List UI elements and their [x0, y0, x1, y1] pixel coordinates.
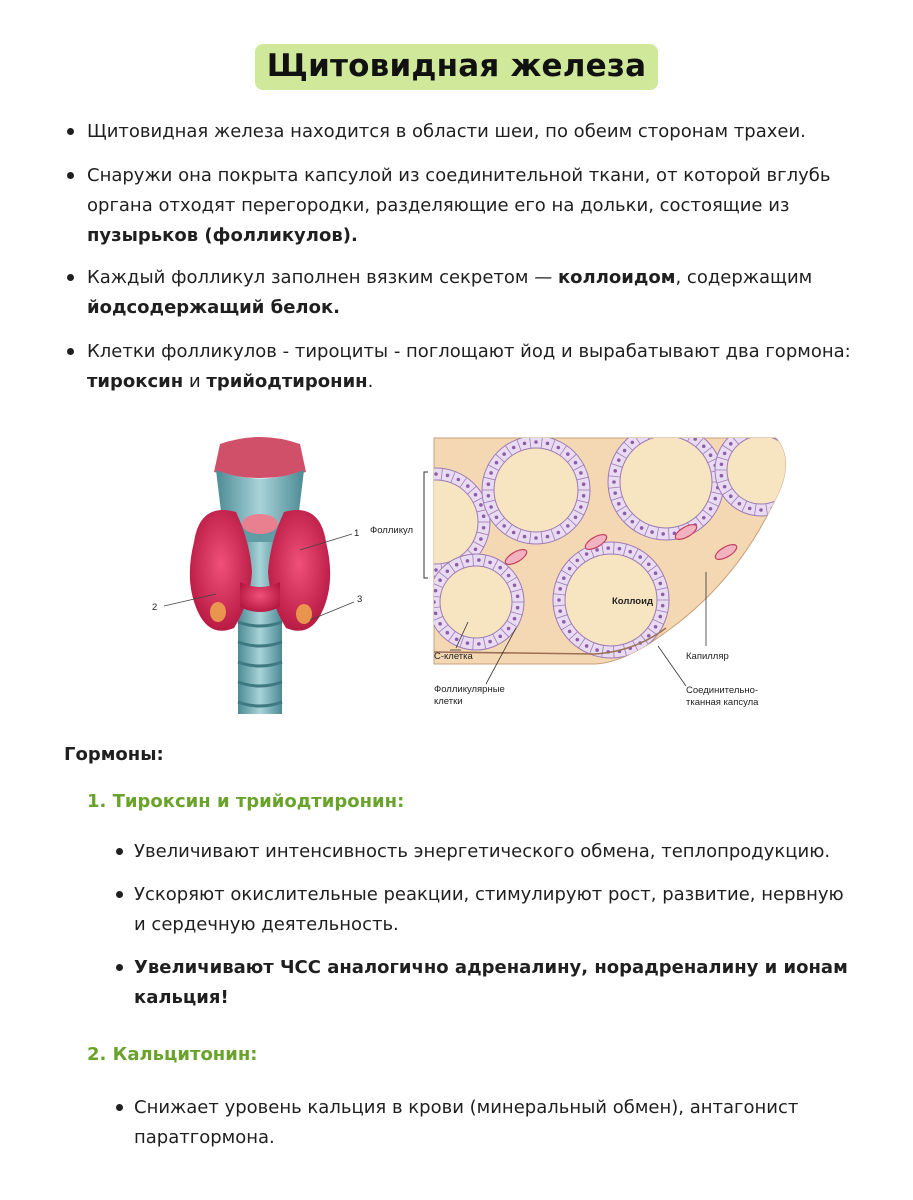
- follicle-cell-nucleus: [709, 453, 713, 457]
- label-colloid: Коллоид: [612, 596, 653, 607]
- bullet-4-line-1: Клетки фолликулов - тироциты - поглощают йод и вырабатывают два гормона:: [87, 341, 851, 362]
- hormones-heading: Гормоны:: [64, 744, 164, 765]
- follicle-cell-nucleus: [628, 550, 632, 554]
- follicle-cell-border: [775, 432, 780, 439]
- follicle-cell-nucleus: [650, 432, 654, 434]
- thyroid-label-1: 1: [354, 528, 360, 539]
- follicle-cell-nucleus: [516, 594, 520, 598]
- follicle-cell-border: [794, 480, 796, 483]
- section-1-item-2-line-2: и сердечную деятельность.: [134, 914, 399, 935]
- follicle-cell-nucleus: [654, 571, 658, 575]
- follicle-cell-nucleus: [683, 432, 687, 435]
- follicle-cell-nucleus: [566, 452, 570, 456]
- thyroid-label-3: 3: [357, 594, 363, 605]
- follicle-cell-nucleus: [585, 644, 589, 648]
- follicle-cell-nucleus: [579, 471, 583, 475]
- follicle-cell-nucleus: [658, 582, 662, 586]
- follicle-cell-nucleus: [661, 604, 665, 608]
- follicle-cell-nucleus: [582, 482, 586, 486]
- bullet-3-bold-colloid: коллоидом: [557, 267, 676, 288]
- follicle-cell-nucleus: [457, 478, 461, 482]
- follicle-cell-nucleus: [661, 532, 665, 536]
- follicle-cell-border: [783, 435, 791, 444]
- follicle-cell-nucleus: [723, 452, 727, 456]
- follicle-cell-nucleus: [446, 631, 450, 635]
- follicle-cell-nucleus: [402, 556, 406, 560]
- follicle-cell-nucleus: [495, 461, 499, 465]
- follicle-cell-nucleus: [482, 526, 486, 530]
- follicle-cell-nucleus: [498, 635, 502, 639]
- follicle-cell-nucleus: [523, 442, 527, 446]
- follicle-cell-border: [396, 550, 405, 558]
- bullet-4-period: .: [367, 371, 374, 392]
- follicle-cell-nucleus: [595, 648, 599, 652]
- bullet-3: [87, 263, 812, 323]
- follicle-cell-nucleus: [477, 558, 481, 562]
- follicle-cell-nucleus: [477, 642, 481, 646]
- follicle-cell-nucleus: [557, 531, 561, 535]
- follicle-cell-nucleus: [638, 555, 642, 559]
- follicle-cell-nucleus: [613, 469, 617, 473]
- follicle-cell-nucleus: [618, 547, 622, 551]
- follicle-diagram: [366, 432, 796, 722]
- follicle-cell-nucleus: [395, 493, 399, 497]
- page-title: Щитовидная железа: [255, 44, 658, 90]
- follicle-cell-border: [668, 432, 669, 436]
- follicle-cell-nucleus: [738, 502, 742, 506]
- follicle-cell-nucleus: [534, 440, 538, 444]
- follicle-cell-border: [388, 542, 399, 548]
- section-2-heading: 2. Кальцитонин:: [87, 1044, 258, 1065]
- follicle-cell-nucleus: [474, 493, 478, 497]
- follicle-cell-nucleus: [487, 482, 491, 486]
- follicle-cell-nucleus: [432, 600, 436, 604]
- follicle-cell-nucleus: [546, 442, 550, 446]
- bullet-4-bold-thyroxine: тироксин: [87, 371, 184, 392]
- follicle-cell-nucleus: [507, 574, 511, 578]
- section-2-item-1-line-2: паратгормона.: [134, 1127, 275, 1148]
- follicle-cell-nucleus: [623, 449, 627, 453]
- bullet-dot: [67, 172, 74, 179]
- follicle-cell-nucleus: [640, 526, 644, 530]
- follicle-cell-nucleus: [434, 472, 438, 476]
- follicle-cell-nucleus: [729, 442, 733, 446]
- follicle-cell-nucleus: [654, 625, 658, 629]
- follicle-cell-border: [783, 496, 791, 505]
- follicle-cell-nucleus: [446, 570, 450, 574]
- label-capsule-1: Соединительно-: [686, 685, 759, 696]
- follicle-cell-nucleus: [647, 562, 651, 566]
- follicle-cell-nucleus: [502, 452, 506, 456]
- follicle-cell-nucleus: [488, 640, 492, 644]
- follicle-cell-nucleus: [748, 432, 752, 433]
- follicle-cell-nucleus: [502, 524, 506, 528]
- follicle-colloid: [494, 448, 578, 532]
- follicle-cell-nucleus: [720, 463, 724, 467]
- follicle-cell-nucleus: [534, 536, 538, 540]
- follicle-cell-nucleus: [617, 458, 621, 462]
- follicle-cell-nucleus: [612, 480, 616, 484]
- follicle-cell-nucleus: [412, 563, 416, 567]
- follicle-cell-nucleus: [489, 505, 493, 509]
- follicle-cell-border: [775, 501, 780, 512]
- section-1-item-2: [134, 880, 844, 940]
- follicle-cell-nucleus: [512, 531, 516, 535]
- section-1-item-3-line-2: кальция!: [134, 987, 229, 1008]
- follicle-cell-border: [766, 432, 768, 436]
- title-wrap: [0, 44, 913, 90]
- label-follicular-cells-2: клетки: [434, 696, 463, 707]
- bullet-dot: [67, 274, 74, 281]
- follicle-cell-nucleus: [574, 461, 578, 465]
- follicle-cell-nucleus: [395, 547, 399, 551]
- follicle-cell-nucleus: [789, 442, 793, 446]
- follicle-cell-border: [405, 557, 412, 567]
- follicle-cell-nucleus: [702, 444, 706, 448]
- follicle-cell-border: [790, 488, 796, 494]
- follicle-cell-nucleus: [789, 494, 793, 498]
- bullet-dot: [116, 1104, 123, 1111]
- follicle-cell-nucleus: [631, 520, 635, 524]
- follicle-cell-nucleus: [576, 559, 580, 563]
- follicle-colloid: [440, 566, 512, 638]
- follicle-cell-nucleus: [748, 507, 752, 511]
- follicle-cell-nucleus: [523, 535, 527, 539]
- follicle-cell-nucleus: [568, 630, 572, 634]
- section-1-item-2-line-1: Ускоряют окислительные реакции, стимулируют рост, развитие, нервную: [134, 884, 844, 905]
- follicle-cell-nucleus: [479, 503, 483, 507]
- label-capillary: Капилляр: [686, 651, 729, 662]
- section-2-item-1-line-1: Снижает уровень кальция в крови (минеральный обмен), антагонист: [134, 1097, 799, 1118]
- follicle-cell-nucleus: [438, 578, 442, 582]
- bullet-3-text-a: Каждый фолликул заполнен вязким секретом —: [87, 267, 558, 288]
- follicle-cell-nucleus: [702, 516, 706, 520]
- follicle-cell-nucleus: [455, 637, 459, 641]
- follicle-cell-nucleus: [709, 507, 713, 511]
- follicle-cell-nucleus: [606, 546, 610, 550]
- follicle-cell-nucleus: [466, 484, 470, 488]
- follicle-cell-nucleus: [623, 512, 627, 516]
- follicle-cell-nucleus: [557, 598, 561, 602]
- follicle-cell-border: [417, 561, 421, 572]
- follicle-cell-nucleus: [647, 634, 651, 638]
- follicle-cell-nucleus: [781, 502, 785, 506]
- follicle-cell-nucleus: [558, 609, 562, 613]
- follicle-cell-border: [384, 509, 396, 512]
- follicle-cell-nucleus: [474, 547, 478, 551]
- follicle-cell-nucleus: [487, 494, 491, 498]
- follicle-colloid: [394, 480, 478, 564]
- follicle-cell-nucleus: [389, 537, 393, 541]
- follicle-cell-nucleus: [595, 548, 599, 552]
- bullet-4-bold-triiodothyronine: трийодтиронин: [206, 371, 368, 392]
- bullet-dot: [116, 964, 123, 971]
- follicle-cell-border: [754, 432, 756, 436]
- follicle-cell-nucleus: [423, 474, 427, 478]
- follicle-cell-nucleus: [582, 494, 586, 498]
- follicle-cell-border: [429, 468, 430, 480]
- follicle-cell-nucleus: [507, 627, 511, 631]
- follicle-cell-border: [405, 478, 412, 488]
- section-1-item-1: [134, 837, 830, 867]
- follicle-cell-nucleus: [513, 617, 517, 621]
- follicle-cell-nucleus: [495, 515, 499, 519]
- follicle-cell-nucleus: [631, 441, 635, 445]
- follicle-cell-nucleus: [759, 508, 763, 512]
- section-1-heading: 1. Тироксин и трийодтиронин:: [87, 791, 405, 812]
- follicle-cell-nucleus: [613, 491, 617, 495]
- follicle-cell-nucleus: [617, 502, 621, 506]
- follicle-cell-border: [678, 432, 681, 438]
- follicle-cell-nucleus: [650, 530, 654, 534]
- follicle-cell-nucleus: [498, 566, 502, 570]
- follicle-cell-nucleus: [579, 505, 583, 509]
- follicle-cell-nucleus: [640, 434, 644, 438]
- follicle-cell-nucleus: [574, 515, 578, 519]
- follicle-cell-nucleus: [466, 559, 470, 563]
- follicle-cell-nucleus: [661, 593, 665, 597]
- follicle-cell-border: [417, 472, 421, 483]
- follicle-cell-nucleus: [546, 535, 550, 539]
- label-capsule-2: тканная капсула: [686, 697, 759, 708]
- label-follicle: Фолликул: [370, 525, 414, 536]
- follicle-cell-nucleus: [562, 576, 566, 580]
- thyroid-label-2: 2: [152, 602, 158, 613]
- follicle-cell-nucleus: [434, 568, 438, 572]
- bullet-dot: [67, 128, 74, 135]
- section-2-item-1: [134, 1093, 798, 1153]
- follicle-cell-nucleus: [434, 589, 438, 593]
- follicle-cell-nucleus: [438, 622, 442, 626]
- thyroid-illustration: [140, 432, 380, 714]
- follicle-cell-nucleus: [585, 552, 589, 556]
- follicle-colloid: [620, 436, 712, 528]
- follicle-cell-nucleus: [412, 478, 416, 482]
- bullet-2-line-1: Снаружи она покрыта капсулой из соединительной ткани, от которой вглубь: [87, 165, 831, 186]
- follicle-cell-border: [388, 497, 399, 503]
- follicle-cell-border: [657, 432, 659, 437]
- follicle-cell-border: [396, 486, 405, 494]
- follicle-cell-nucleus: [513, 583, 517, 587]
- follicle-cell-border: [429, 564, 430, 576]
- bullet-dot: [67, 348, 74, 355]
- follicle-cell-border: [790, 445, 796, 451]
- follicle-cell-nucleus: [781, 435, 785, 439]
- bullet-1: [87, 117, 806, 147]
- bullet-dot: [116, 848, 123, 855]
- bullet-1-text: Щитовидная железа находится в области шеи, по обеим сторонам трахеи.: [87, 121, 806, 142]
- section-1-item-3-line-1: Увеличивают ЧСС аналогично адреналину, норадреналину и ионам: [134, 957, 848, 978]
- section-1-item-3: [134, 953, 848, 1013]
- follicle-cell-nucleus: [568, 567, 572, 571]
- follicle-cell-nucleus: [387, 514, 391, 518]
- follicle-cell-nucleus: [729, 494, 733, 498]
- follicle-cell-border: [794, 457, 796, 460]
- follicle-cell-nucleus: [482, 514, 486, 518]
- bullet-3-text-c: , содержащим: [675, 267, 813, 288]
- follicle-cell-nucleus: [434, 612, 438, 616]
- follicle-cell-nucleus: [720, 474, 724, 478]
- follicle-cell-nucleus: [713, 497, 717, 501]
- follicle-cell-nucleus: [423, 567, 427, 571]
- bullet-2-bold: пузырьков (фолликулов).: [87, 225, 358, 246]
- follicle-cell-nucleus: [558, 587, 562, 591]
- follicle-cell-nucleus: [455, 563, 459, 567]
- label-c-cell: С-клетка: [434, 651, 473, 662]
- follicle-cell-nucleus: [466, 641, 470, 645]
- follicle-cell-nucleus: [512, 446, 516, 450]
- follicle-cell-nucleus: [516, 606, 520, 610]
- follicle-cell-nucleus: [562, 620, 566, 624]
- follicle-cell-nucleus: [479, 537, 483, 541]
- bullet-4: [87, 337, 851, 397]
- follicle-cell-nucleus: [488, 561, 492, 565]
- follicle-cell-nucleus: [770, 432, 774, 433]
- bullet-3-bold-protein: йодсодержащий белок.: [87, 297, 341, 318]
- follicle-cell-nucleus: [557, 446, 561, 450]
- follicle-cell-nucleus: [723, 485, 727, 489]
- follicle-colloid: [727, 436, 795, 504]
- follicle-cell-nucleus: [489, 471, 493, 475]
- label-follicular-cells-1: Фолликулярные: [434, 684, 505, 695]
- bullet-4-and: и: [183, 371, 207, 392]
- bullet-dot: [116, 891, 123, 898]
- bullet-2: [87, 161, 830, 251]
- follicle-cell-nucleus: [566, 524, 570, 528]
- follicle-cell-nucleus: [402, 484, 406, 488]
- section-1-item-1-text: Увеличивают интенсивность энергетического обмена, теплопродукцию.: [134, 841, 831, 862]
- bullet-2-line-2: органа отходят перегородки, разделяющие его на дольки, состоящие из: [87, 195, 790, 216]
- follicle-cell-nucleus: [389, 503, 393, 507]
- follicle-cell-nucleus: [446, 474, 450, 478]
- follicle-cell-nucleus: [576, 638, 580, 642]
- follicle-cell-nucleus: [658, 615, 662, 619]
